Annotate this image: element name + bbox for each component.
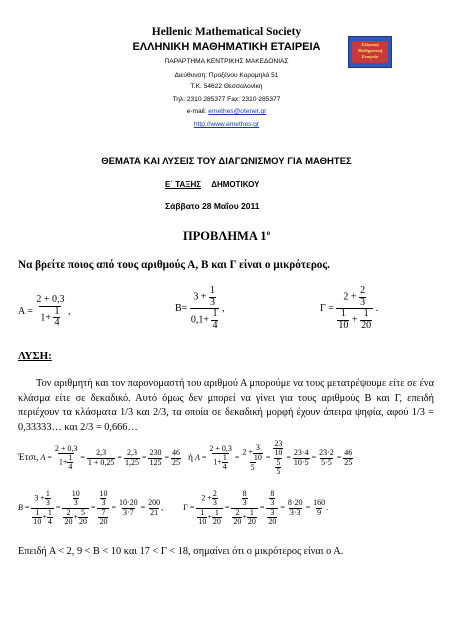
branch-name: ΠΑΡΑΡΤΗΜΑ ΚΕΝΤΡΙΚΗΣ ΜΑΚΕΔΟΝΙΑΣ [164, 58, 289, 65]
label-a: Α = [18, 306, 33, 318]
frac-g: 2 + $\frac{2}{3}$ $\frac{1}{10}$ + $\frac{1}{20}$ [338, 285, 372, 331]
or-label: ή [187, 453, 193, 464]
label-b: Β= [175, 302, 188, 314]
website-link[interactable]: http://www.emethes.gr [193, 121, 260, 128]
calc-b-row: B = 3 + $\frac{1}{3}$ $\frac{1}{10}$ + $\frac{1}{4}$ = $\frac{10}{3}$ $\frac{2}{20}$ + $\frac{5}{20}$ = $\frac{\frac{10}{3}}{\frac{7}{20}}$ = $\frac{10\cdot 20}{3\cdot 7}$ = $\frac{200}{21}$ , Γ = 2 + $\frac{2}{3}$ $\frac{1}{10}$ + $\frac{1}{20}$ = $\frac{8}{3}$ $\frac{2}{20}$ + $\frac{1}{20}$ = $\frac{\frac{8}{3}}{\frac{3}{20}}$ = $\frac{8\cdot 20}{3\cdot 3}$ = $\frac{160}{9}$ . [18, 489, 329, 527]
solution-paragraph: Τον αριθμητή και τον παρονομαστή του αριθμού Α μπορούμε να τους μετατρέψουμε είτε σε ένα κλάσμα είτε σε δεκαδικό. Αυτό όμως δεν μπορεί να γίνει για τους αριθμούς Β και Γ, επειδή περιέχουν τα κλάσματα 1/3 και 2/3, τα οποία σε δεκαδική μορφή έχουν άπειρα ψηφία, αφού 1/3 = 0,33333… και 2/3 = 0,666… [18, 378, 434, 433]
problem-title: ΠΡΟΒΛΗΜΑ $1^o$ [182, 229, 271, 244]
website-line [0, 121, 453, 128]
postal-code: Τ.Κ. 54622 Θεσσαλονίκη [190, 83, 263, 90]
expr-g: Γ = 2 + $\frac{2}{3}$ $\frac{1}{10}$ + $\frac{1}{20}$ . [320, 285, 379, 331]
problem-question: Να βρείτε ποιος από τους αριθμούς Α, Β και Γ είναι ο μικρότερος. [18, 259, 330, 271]
conclusion: Επειδή Α < 2, 9 < Β < 10 και 17 < Γ < 18, σημαίνει ότι ο μικρότερος είναι ο Α. [18, 546, 344, 557]
problem-sup: ο [266, 229, 271, 237]
label-g: Γ = [320, 302, 334, 314]
grade-line [165, 180, 259, 189]
frac-a: 2 + 0,3 1+ $\frac{1}{4}$ [36, 294, 65, 328]
grade-class: Ε΄ ΤΑΞΗΣ [165, 180, 202, 189]
email-label: e-mail: [186, 108, 209, 115]
calc-a-row: Έτσι, A = 2 + 0,3 1+ $\frac{1}{4}$ = $\frac{2,3}{1 + 0,25}$ = $\frac{2,3}{1,25}$ = $\frac{230}{125}$ = $\frac{46}{25}$ ή A = 2 + 0,3 1+ $\frac{1}{4}$ = 2 + $\frac{3}{10}$ 5 = $\frac{\frac{23}{10}}{\frac{5}{5}}$ = $\frac{23\cdot 4}{10\cdot 5}$ = $\frac{23\cdot 2}{5\cdot 5}$ = $\frac{46}{25}$ [18, 439, 353, 477]
so-label: Έτσι, [18, 453, 39, 464]
logo-text: Ελληνική Μαθηματική Εταιρεία [357, 42, 383, 59]
org-name-gr: ΕΛΛΗΝΙΚΗ ΜΑΘΗΜΑΤΙΚΗ ΕΤΑΙΡΕΙΑ [132, 41, 321, 53]
email-link[interactable]: emethes@otenet.gr [208, 108, 267, 115]
society-logo [348, 36, 392, 68]
expr-a: Α = 2 + 0,3 1+ $\frac{1}{4}$ , [18, 294, 71, 328]
phone-fax: Τηλ: 2310 285377 Fax: 2310 285377 [172, 96, 281, 103]
address: Διεύθυνση: Προξένου Κορομηλά 51 [174, 72, 279, 79]
solution-label: ΛΥΣΗ: [18, 350, 52, 362]
email-line [0, 108, 453, 115]
grade-school: ΔΗΜΟΤΙΚΟΥ [211, 180, 260, 189]
org-name-en: Hellenic Mathematical Society [151, 26, 302, 38]
exam-date: Σάββατο 28 Μαΐου 2011 [165, 201, 260, 211]
document-title: ΘΕΜΑΤΑ ΚΑΙ ΛΥΣΕΙΣ ΤΟΥ ΔΙΑΓΩΝΙΣΜΟΥ ΓΙΑ ΜΑΘΗΤΕΣ [101, 156, 352, 167]
expr-b: Β= 3 + $\frac{1}{3}$ 0,1+ $\frac{1}{4}$ , [175, 285, 225, 331]
frac-b: 3 + $\frac{1}{3}$ 0,1+ $\frac{1}{4}$ [190, 285, 218, 331]
